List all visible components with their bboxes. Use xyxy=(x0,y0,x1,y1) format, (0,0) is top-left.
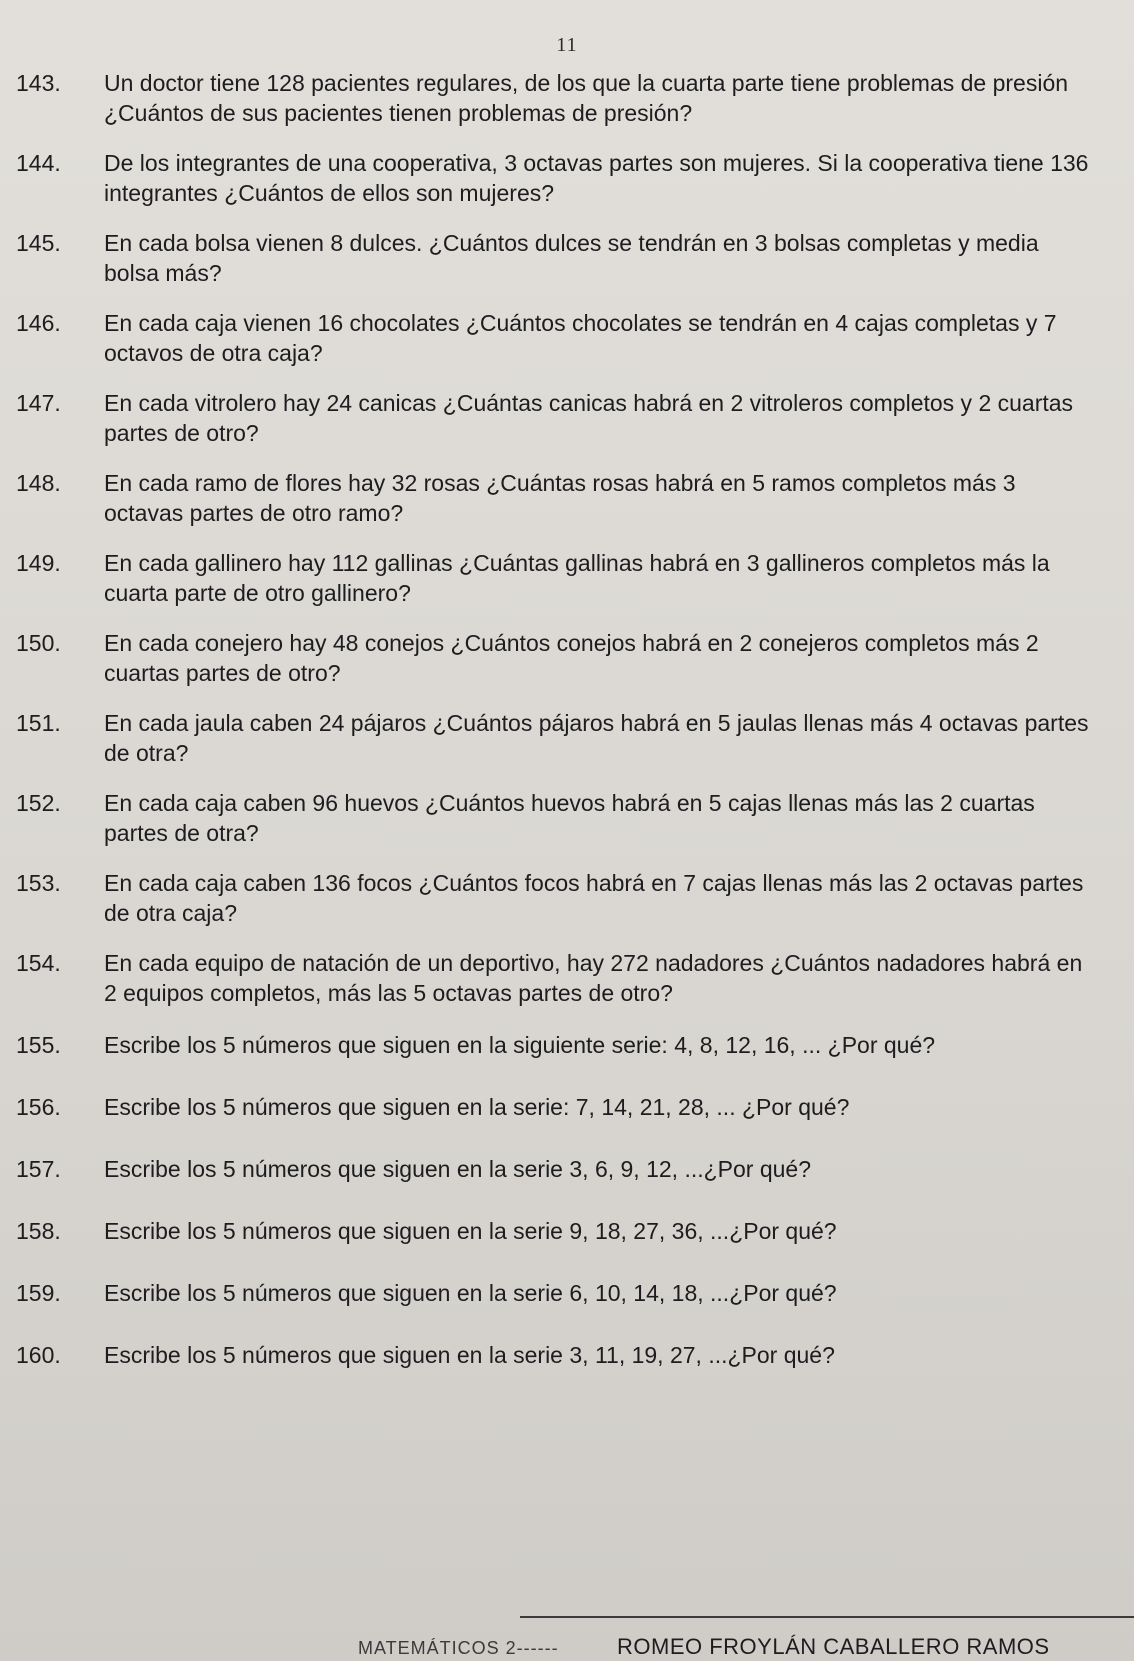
problem-143 xyxy=(16,68,1096,128)
problem-text: En cada bolsa vienen 8 dulces. ¿Cuántos dulces se tendrán en 3 bolsas completas y media bolsa más? xyxy=(104,230,1039,286)
problem-number: 149. xyxy=(16,550,61,576)
problem-153 xyxy=(16,868,1096,928)
problem-text: Escribe los 5 números que siguen en la serie 9, 18, 27, 36, ...¿Por qué? xyxy=(104,1218,837,1244)
problem-text: En cada jaula caben 24 pájaros ¿Cuántos pájaros habrá en 5 jaulas llenas más 4 octavas partes de otra? xyxy=(104,710,1089,766)
problem-number: 160. xyxy=(16,1342,61,1368)
problem-152 xyxy=(16,788,1096,848)
footer-rule xyxy=(520,1616,1134,1618)
problem-number: 146. xyxy=(16,310,61,336)
problem-number: 154. xyxy=(16,950,61,976)
problem-number: 148. xyxy=(16,470,61,496)
problem-text: En cada vitrolero hay 24 canicas ¿Cuántas canicas habrá en 2 vitroleros completos y 2 cuartas partes de otro? xyxy=(104,390,1074,446)
problem-number: 153. xyxy=(16,870,61,896)
problem-list xyxy=(16,68,1096,1370)
problem-number: 158. xyxy=(16,1218,61,1244)
problem-151 xyxy=(16,708,1096,768)
problem-text: Escribe los 5 números que siguen en la serie 6, 10, 14, 18, ...¿Por qué? xyxy=(104,1280,837,1306)
problem-146 xyxy=(16,308,1096,368)
problem-number: 152. xyxy=(16,790,61,816)
page-footer xyxy=(0,1610,1134,1661)
problem-number: 155. xyxy=(16,1032,61,1058)
problem-text: En cada caja caben 136 focos ¿Cuántos focos habrá en 7 cajas llenas más las 2 octavas partes de otra caja? xyxy=(104,870,1084,926)
problem-text: En cada equipo de natación de un deportivo, hay 272 nadadores ¿Cuántos nadadores habrá en 2 equipos completos, más las 5 octavas partes de otro? xyxy=(104,950,1083,1006)
problem-text: En cada caja vienen 16 chocolates ¿Cuántos chocolates se tendrán en 4 cajas completas y 7 octavos de otra caja? xyxy=(104,310,1057,366)
problem-text: En cada caja caben 96 huevos ¿Cuántos huevos habrá en 5 cajas llenas más las 2 cuartas partes de otra? xyxy=(104,790,1035,846)
problem-147 xyxy=(16,388,1096,448)
problem-text: En cada ramo de flores hay 32 rosas ¿Cuántas rosas habrá en 5 ramos completos más 3 octavas partes de otro ramo? xyxy=(104,470,1016,526)
problem-text: En cada gallinero hay 112 gallinas ¿Cuántas gallinas habrá en 3 gallineros completos más la cuarta parte de otro gallinero? xyxy=(104,550,1050,606)
problem-156 xyxy=(16,1092,1096,1122)
problem-text: Un doctor tiene 128 pacientes regulares, de los que la cuarta parte tiene problemas de presión ¿Cuántos de sus pacientes tienen problemas de presión? xyxy=(104,70,1069,126)
problem-number: 145. xyxy=(16,230,61,256)
problem-145 xyxy=(16,228,1096,288)
problem-text: Escribe los 5 números que siguen en la serie: 7, 14, 21, 28, ... ¿Por qué? xyxy=(104,1094,850,1120)
problem-155 xyxy=(16,1030,1096,1060)
problem-number: 144. xyxy=(16,150,61,176)
problem-text: En cada conejero hay 48 conejos ¿Cuántos conejos habrá en 2 conejeros completos más 2 cuartas partes de otro? xyxy=(104,630,1039,686)
footer-author: ROMEO FROYLÁN CABALLERO RAMOS xyxy=(617,1634,1050,1659)
problem-text: Escribe los 5 números que siguen en la siguiente serie: 4, 8, 12, 16, ... ¿Por qué? xyxy=(104,1032,936,1058)
problem-number: 147. xyxy=(16,390,61,416)
problem-number: 151. xyxy=(16,710,61,736)
problem-144 xyxy=(16,148,1096,208)
problem-157 xyxy=(16,1154,1096,1184)
problem-149 xyxy=(16,548,1096,608)
problem-text: De los integrantes de una cooperativa, 3 octavas partes son mujeres. Si la cooperativa tiene 136 integrantes ¿Cuántos de ellos son mujeres? xyxy=(104,150,1089,206)
problem-148 xyxy=(16,468,1096,528)
problem-text: Escribe los 5 números que siguen en la serie 3, 6, 9, 12, ...¿Por qué? xyxy=(104,1156,812,1182)
problem-number: 143. xyxy=(16,70,61,96)
problem-number: 159. xyxy=(16,1280,61,1306)
problem-154 xyxy=(16,948,1096,1008)
footer-book-title: MATEMÁTICOS 2------ xyxy=(358,1638,559,1658)
page-number: 11 xyxy=(556,34,578,56)
problem-number: 150. xyxy=(16,630,61,656)
problem-160 xyxy=(16,1340,1096,1370)
problem-number: 156. xyxy=(16,1094,61,1120)
problem-150 xyxy=(16,628,1096,688)
problem-number: 157. xyxy=(16,1156,61,1182)
problem-159 xyxy=(16,1278,1096,1308)
problem-158 xyxy=(16,1216,1096,1246)
problem-text: Escribe los 5 números que siguen en la serie 3, 11, 19, 27, ...¿Por qué? xyxy=(104,1342,835,1368)
